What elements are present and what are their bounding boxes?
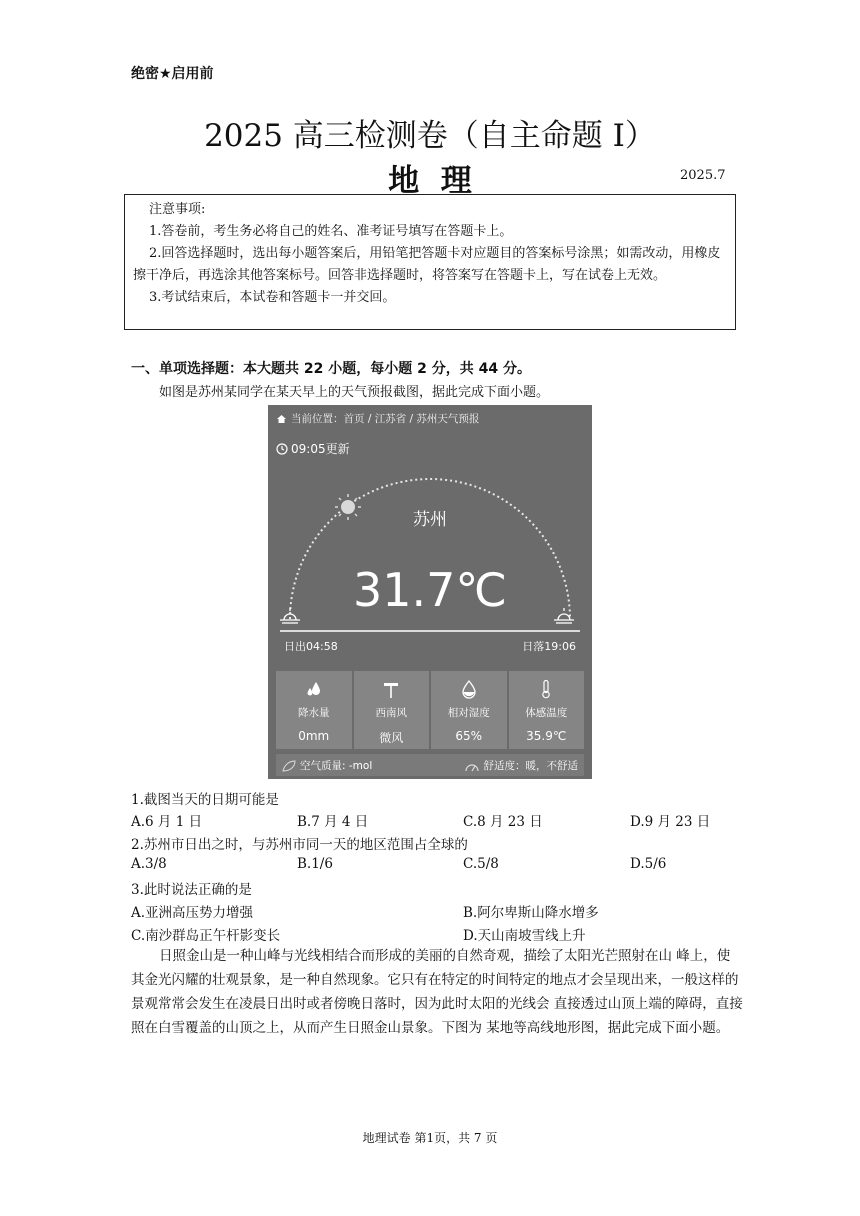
weather-screenshot [268,405,592,779]
humidity-icon [459,679,479,699]
wind-card [354,671,430,749]
leaf-icon [282,760,296,772]
question-stem: 1.截图当天的日期可能是 [131,792,279,808]
section-heading: 一、单项选择题：本大题共 22 小题，每小题 2 分，共 44 分。 [131,361,531,377]
option: B.1/6 [297,856,333,872]
exam-date: 2025.7 [680,168,726,183]
page-footer: 地理试卷 第1页，共 7 页 [362,1131,498,1145]
home-icon [276,414,287,424]
confidential-mark: 绝密★启用前 [131,66,214,82]
notice-box [124,194,736,330]
option: C.5/8 [463,856,499,872]
breadcrumb [276,411,479,426]
update-time [276,440,350,457]
option: D.9 月 23 日 [630,814,711,830]
option: A.6 月 1 日 [131,814,203,830]
option: C.8 月 23 日 [463,814,543,830]
update-time-text: 09:05更新 [291,442,350,456]
question-stem: 2.苏州市日出之时，与苏州市同一天的地区范围占全球的 [131,837,468,853]
section-intro: 如图是苏州某同学在某天早上的天气预报截图，据此完成下面小题。 [159,385,550,400]
question-stem: 3.此时说法正确的是 [131,882,252,898]
notice-item: 1.答卷前，考生务必将自己的姓名、准考证号填写在答题卡上。 [149,224,513,239]
reading-passage [131,944,743,1040]
thermometer-icon [536,679,556,699]
exam-title: 2025 高三检测卷（自主命题 I） [204,118,656,154]
card-value: 0mm [298,729,330,743]
card-label: 相对湿度 [447,707,490,719]
card-value: 微风 [379,731,404,745]
city-name: 苏州 [413,510,447,530]
option: A.3/8 [131,856,167,872]
raindrops-icon [304,679,324,699]
card-label: 西南风 [375,707,407,719]
wind-vane-icon [381,679,401,699]
weather-status-bar [276,754,584,776]
option: A.亚洲高压势力增强 [131,905,254,921]
air-quality-text: 空气质量: -mol [300,760,373,772]
notice-heading: 注意事项: [149,202,206,217]
subject-title: 地 理 [388,163,472,199]
card-label: 体感温度 [525,707,568,719]
comfort-text: 舒适度：暖，不舒适 [483,760,578,772]
breadcrumb-text: 当前位置：首页 / 江苏省 / 苏州天气预报 [291,413,480,425]
current-temperature: 31.7℃ [352,563,508,617]
comfort-level [464,758,579,773]
comfort-gauge-icon [464,760,480,772]
feels-like-card [509,671,585,749]
notice-item: 2.回答选择题时，选出每小题答案后，用铅笔把答题卡对应题目的答案标号涂黑；如需改动，用橡皮擦干净后，再选涂其他答案标号。回答非选择题时，将答案写在答题卡上，写在试卷上无效。 [133,246,721,283]
passage-text: 日照金山是一种山峰与光线相结合而形成的美丽的自然奇观，描绘了太阳光芒照射在山 峰上，使其金光闪耀的壮观景象，是一种自然现象。它只有在特定的时间特定的地点才会呈现出来，一般这样的景观常常会发生在凌晨日出时或者傍晚日落时，因为此时太阳的光线会 直接透过山顶上端的障碍，直接照在白雪覆盖的山顶之上，从而产生日照金山景象。下图为 某地等高线地形图，据此完成下面小题。 [131,948,743,1036]
notice-item: 3.考试结束后，本试卷和答题卡一并交回。 [149,290,396,305]
card-label: 降水量 [298,707,330,719]
option: B.阿尔卑斯山降水增多 [463,905,599,921]
sunset-time: 日落19:06 [522,640,576,653]
humidity-card [431,671,507,749]
option: B.7 月 4 日 [297,814,369,830]
clock-icon [276,443,288,455]
precipitation-card [276,671,352,749]
sunrise-time: 日出04:58 [284,640,338,653]
option: D.5/6 [630,856,667,872]
card-value: 65% [455,729,483,743]
option: C.南沙群岛正午杆影变长 [131,928,281,944]
air-quality [282,758,372,773]
option: D.天山南坡雪线上升 [463,928,586,944]
weather-cards [276,671,584,749]
card-value: 35.9℃ [526,729,567,743]
